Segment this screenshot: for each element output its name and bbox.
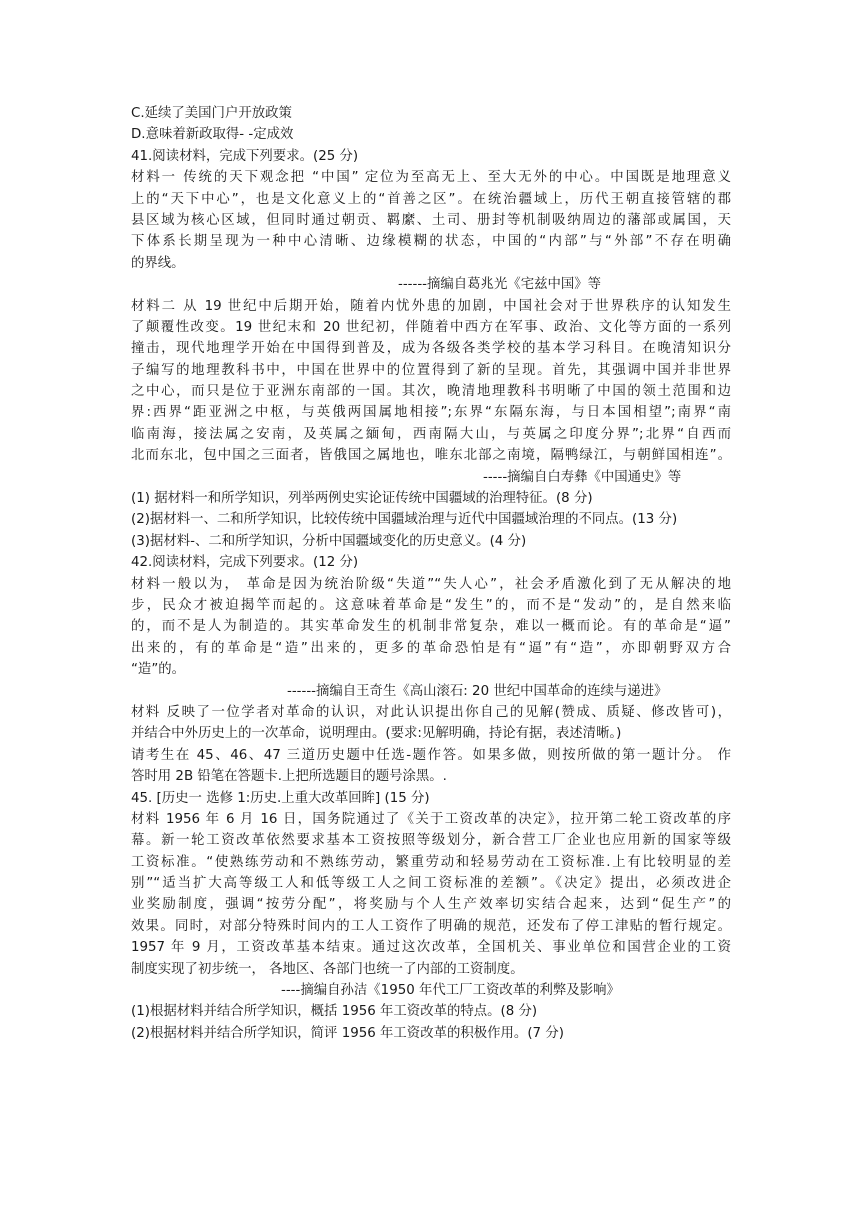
text-line: 出来的，有的革命是“造”出来的，更多的革命恐怕是有“逼”有“造”，亦即朝野双方合: [131, 640, 731, 656]
text-line: (1)根据材料并结合所学知识，概括 1956 年工资改革的特点。(8 分): [131, 1004, 538, 1020]
text-line: 下体系长期呈现为一种中心清晰、边缘模糊的状态，中国的“内部”与“外部”不存在明确: [131, 234, 731, 250]
text-line: 材料一 传统的天下观念把 “中国” 定位为至高无上、至大无外的中心。中国既是地理意义: [131, 170, 731, 186]
text-line: 材料二 从 19 世纪中后期开始，随着内忧外患的加剧，中国社会对于世界秩序的认知发生: [131, 298, 731, 314]
text-line: “造”的。: [131, 662, 186, 678]
text-line: C.延续了美国门户开放政策: [131, 106, 292, 121]
text-line: 临南海，接法属之安南，及英属之緬甸，西南隔大山，与英属之印度分界”;北界“自西而: [131, 426, 731, 442]
source-citation: ----摘编自孙洁《1950 年代工厂工资改革的利弊及影响》: [281, 983, 620, 999]
text-line: 的，而不是人为制造的。其实革命发生的机制非常复杂，难以一概而论。有的革命是“逼”: [131, 619, 731, 635]
text-line: 子编写的地理教科书中，中国在世界中的位置得到了新的呈现。首先，其强调中国并非世界: [131, 362, 731, 378]
text-line: 界:西界“距亚洲之中枢，与英俄两国属地相接”;东界“东隔东海，与日本国相望”;南界“南: [131, 405, 731, 421]
text-line: 了颠覆性改变。19 世纪末和 20 世纪初，伴随着中西方在军事、政治、文化等方面的一系列: [131, 319, 731, 335]
text-line: 的界线。: [131, 255, 185, 271]
text-line: 41.阅读材料，完成下列要求。(25 分): [131, 148, 359, 164]
text-line: 业奖励制度，强调“按劳分配”，将奖励与个人生产效率切实结合起来，达到“促生产”的: [131, 897, 731, 913]
text-line: 之中心，而只是位于亚洲东南部的一国。其次，晚清地理教科书明晰了中国的领土范围和边: [131, 384, 731, 400]
source-citation: ------摘编自王奇生《高山滚石: 20 世纪中国革命的连续与递进》: [287, 683, 668, 699]
text-line: 幕。新一轮工资改革依然要求基本工资按照等级划分，新合营工厂企业也应用新的国家等级: [131, 833, 731, 849]
source-citation: ------摘编自葛兆光《宅兹中国》等: [398, 277, 602, 293]
text-line: 材料 反映了一位学者对革命的认识，对此认识提出你自己的见解(赞成、质疑、修改皆可)，: [131, 704, 731, 720]
text-line: 42.阅读材料，完成下列要求。(12 分): [131, 555, 359, 571]
text-line: 45. [历史一 选修 1:历史.上重大改革回眸] (15 分): [131, 790, 430, 806]
text-line: (3)据材料-、二和所学知识，分析中国疆域变化的历史意义。(4 分): [131, 533, 527, 549]
text-line: 步，民众才被迫揭竿而起的。这意味着革命是“发生”的，而不是“发动”的，是自然来临: [131, 597, 731, 613]
text-line: 工资标准。“使熟练劳动和不熟练劳动，繁重劳动和轻易劳动在工资标准.上有比较明显的差: [131, 854, 731, 870]
text-line: (2)据材料一、二和所学知识，比较传统中国疆域治理与近代中国疆域治理的不同点。(13 分): [131, 512, 678, 528]
text-line: 答时用 2B 铅笔在答题卡.上把所选题目的题号涂黑。.: [131, 769, 447, 785]
text-line: 制度实现了初步统一， 各地区、各部门也统一了内部的工资制度。: [131, 961, 524, 977]
text-line: 请考生在 45、46、47 三道历史题中任选-题作答。如果多做，则按所做的第一题计分。 作: [131, 747, 731, 763]
text-line: 1957 年 9 月，工资改革基本结束。通过这次改革，全国机关、事业单位和国营企业的工资: [131, 940, 731, 956]
exam-page: [131, 103, 731, 1044]
text-line: D.意味着新政取得- -定成效: [131, 127, 294, 143]
text-line: 效果。同时，对部分特殊时间内的工人工资作了明确的规范，还发布了停工津贴的暂行规定。: [131, 918, 731, 934]
text-line: (1) 据材料一和所学知识，列举两例史实论证传统中国疆域的治理特征。(8 分): [131, 491, 593, 507]
text-line: 县区域为核心区域，但同时通过朝贡、羁縻、土司、册封等机制吸纳周边的藩部或属国，天: [131, 212, 731, 228]
text-line: 材料一般以为， 革命是因为统治阶级“失道”“失人心”，社会矛盾激化到了无从解决的地: [131, 576, 731, 592]
text-line: (2)根据材料并结合所学知识，简评 1956 年工资改革的积极作用。(7 分): [131, 1025, 564, 1041]
text-line: 北而东北，包中国之三面者，皆俄国之属地也，唯东北部之南境，隔鸭绿江，与朝鲜国相连”。: [131, 448, 731, 464]
text-line: 材料 1956 年 6 月 16 日，国务院通过了《关于工资改革的决定》，拉开第二轮工资改革的序: [131, 811, 731, 827]
text-line: 别”“适当扩大高等级工人和低等级工人之间工资标准的差额”。《决定》提出，必须改进企: [131, 876, 731, 892]
text-line: 撞击，现代地理学开始在中国得到普及，成为各级各类学校的基本学习科目。在晚清知识分: [131, 341, 731, 357]
source-citation: -----摘编自白寿彝《中国通史》等: [483, 469, 682, 485]
text-line: 并结合中外历史上的一次革命，说明理由。(要求:见解明确，持论有据，表述清晰。): [131, 726, 622, 742]
text-line: 上的“天下中心”，也是文化意义上的“首善之区”。在统治疆域上，历代王朝直接管辖的郡: [131, 191, 731, 207]
